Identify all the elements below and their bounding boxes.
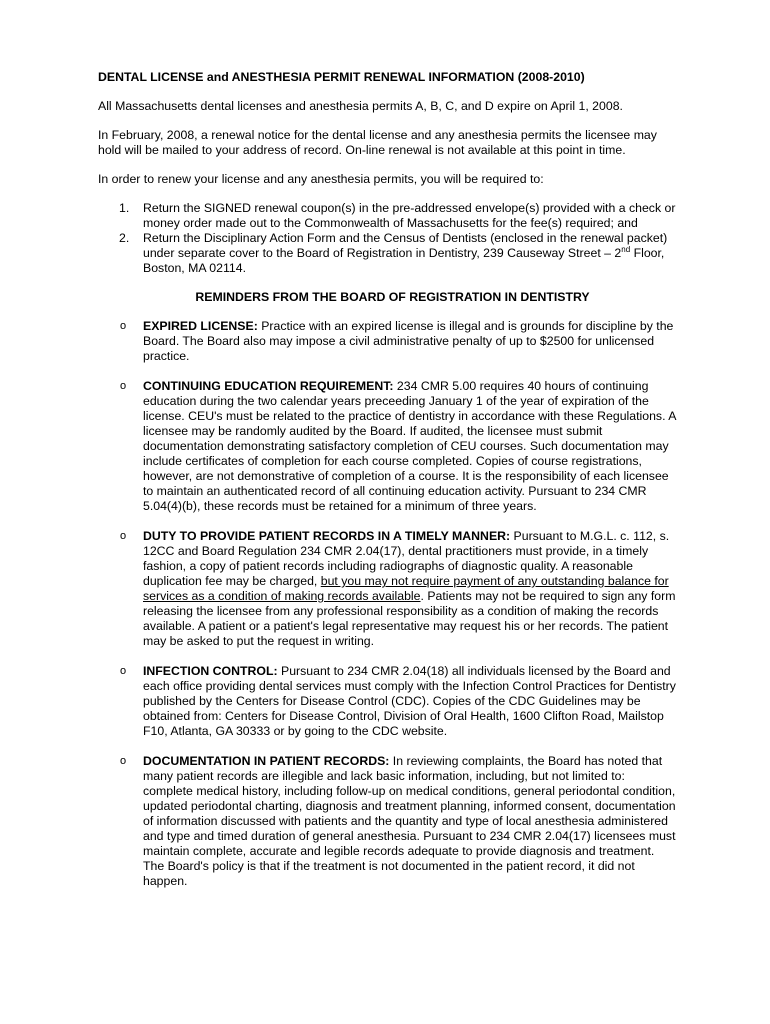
renewal-steps-list xyxy=(98,201,677,276)
reminder-infection-control xyxy=(98,664,677,739)
expiration-paragraph: All Massachusetts dental licenses and anesthesia permits A, B, C, and D expire on April 1, 2008. xyxy=(98,99,623,113)
reminders-list xyxy=(98,319,677,889)
reminder-heading: EXPIRED LICENSE: xyxy=(143,319,258,333)
bullet-icon: o xyxy=(120,665,127,677)
reminder-documentation xyxy=(98,754,677,889)
renewal-notice-paragraph: In February, 2008, a renewal notice for the dental license and any anesthesia permits the licensee may hold will be mailed to your address of record. On-line renewal is not available at this point in time. xyxy=(98,128,657,157)
reminder-text: Practice with an expired license is illegal and is grounds for discipline by the Board. The Board also may impose a civil administrative penalty of up to $2500 for unlicensed practice. xyxy=(143,319,674,363)
reminder-heading: DUTY TO PROVIDE PATIENT RECORDS IN A TIMELY MANNER: xyxy=(143,529,511,543)
reminder-patient-records xyxy=(98,529,677,649)
reminder-expired-license xyxy=(98,319,677,364)
bullet-icon: o xyxy=(120,755,127,767)
reminders-heading: REMINDERS FROM THE BOARD OF REGISTRATION IN DENTISTRY xyxy=(195,290,590,304)
reminder-heading: DOCUMENTATION IN PATIENT RECORDS: xyxy=(143,754,390,768)
reminder-heading: CONTINUING EDUCATION REQUIREMENT: xyxy=(143,379,394,393)
reminder-underlined-text: but you may not require payment of any outstanding balance for services as a condition of making records available xyxy=(143,574,669,603)
reminder-text: 234 CMR 5.00 requires 40 hours of continuing education during the two calendar years preceeding January 1 of the year of expiration of the license. CEU's must be related to the practice of dentistry in accordance with these Regulations. A licensee may be randomly audited by the Board. If audited, the licensee must submit documentation demonstrating satisfactory completion of CEU courses. Such documentation may include certificates of completion for each course completed. Copies of course registrations, however, are not demonstrative of completion of a course. It is the responsibility of each licensee to maintain an authenticated record of all continuing education activity. Pursuant to 234 CMR 5.04(4)(b), these records must be retained for a minimum of three years. xyxy=(143,379,676,513)
bullet-icon: o xyxy=(120,320,127,332)
document-title: DENTAL LICENSE and ANESTHESIA PERMIT RENEWAL INFORMATION (2008-2010) xyxy=(98,70,585,84)
list-item xyxy=(98,201,677,231)
reminder-text: Pursuant to 234 CMR 2.04(18) all individuals licensed by the Board and each office providing dental services must comply with the Infection Control Practices for Dentistry published by the Centers for Disease Control (CDC). Copies of the CDC Guidelines may be obtained from: Centers for Disease Control, Division of Oral Health, 1600 Clifton Road, Mailstop F10, Atlanta, GA 30333 or by going to the CDC website. xyxy=(143,664,676,738)
reminder-continuing-education xyxy=(98,379,677,514)
ordinal-superscript: nd xyxy=(621,244,631,254)
bullet-icon: o xyxy=(120,530,127,542)
step-number: 2. xyxy=(119,231,130,245)
step-text: Return the SIGNED renewal coupon(s) in the pre-addressed envelope(s) provided with a check or money order made out to the Commonwealth of Massachusetts for the fee(s) required; and xyxy=(143,201,676,230)
reminder-text: In reviewing complaints, the Board has noted that many patient records are illegible and lack basic information, including, but not limited to: complete medical history, including follow-up on medical conditions, general periodontal condition, updated periodontal charting, diagnosis and treatment planning, informed consent, documentation of information discussed with patients and the quantity and type of local anesthesia administered and type and timed duration of general anesthesia. Pursuant to 234 CMR 2.04(17) licensees must maintain complete, accurate and legible records adequate to provide diagnosis and treatment. The Board's policy is that if the treatment is not documented in the patient record, it did not happen. xyxy=(143,754,676,888)
step-text-end: Floor, Boston, MA 02114. xyxy=(143,246,665,275)
requirements-intro: In order to renew your license and any anesthesia permits, you will be required to: xyxy=(98,172,544,186)
reminder-text: Pursuant to M.G.L. c. 112, s. 12CC and Board Regulation 234 CMR 2.04(17), dental practitioners must provide, in a timely fashion, a copy of patient records including radiographs of diagnostic quality. A reasonable duplication fee may be charged, xyxy=(143,529,670,588)
step-text: Return the Disciplinary Action Form and the Census of Dentists (enclosed in the renewal packet) under separate cover to the Board of Registration in Dentistry, 239 Causeway Street – 2 xyxy=(143,231,668,260)
reminder-text-end: . Patients may not be required to sign any form releasing the licensee from any professional responsibility as a condition of making the records available. A patient or a patient's legal representative may request his or her records. The patient may be asked to put the request in writing. xyxy=(143,589,676,648)
reminder-heading: INFECTION CONTROL: xyxy=(143,664,278,678)
step-number: 1. xyxy=(119,201,130,215)
bullet-icon: o xyxy=(120,380,127,392)
list-item xyxy=(98,231,677,276)
